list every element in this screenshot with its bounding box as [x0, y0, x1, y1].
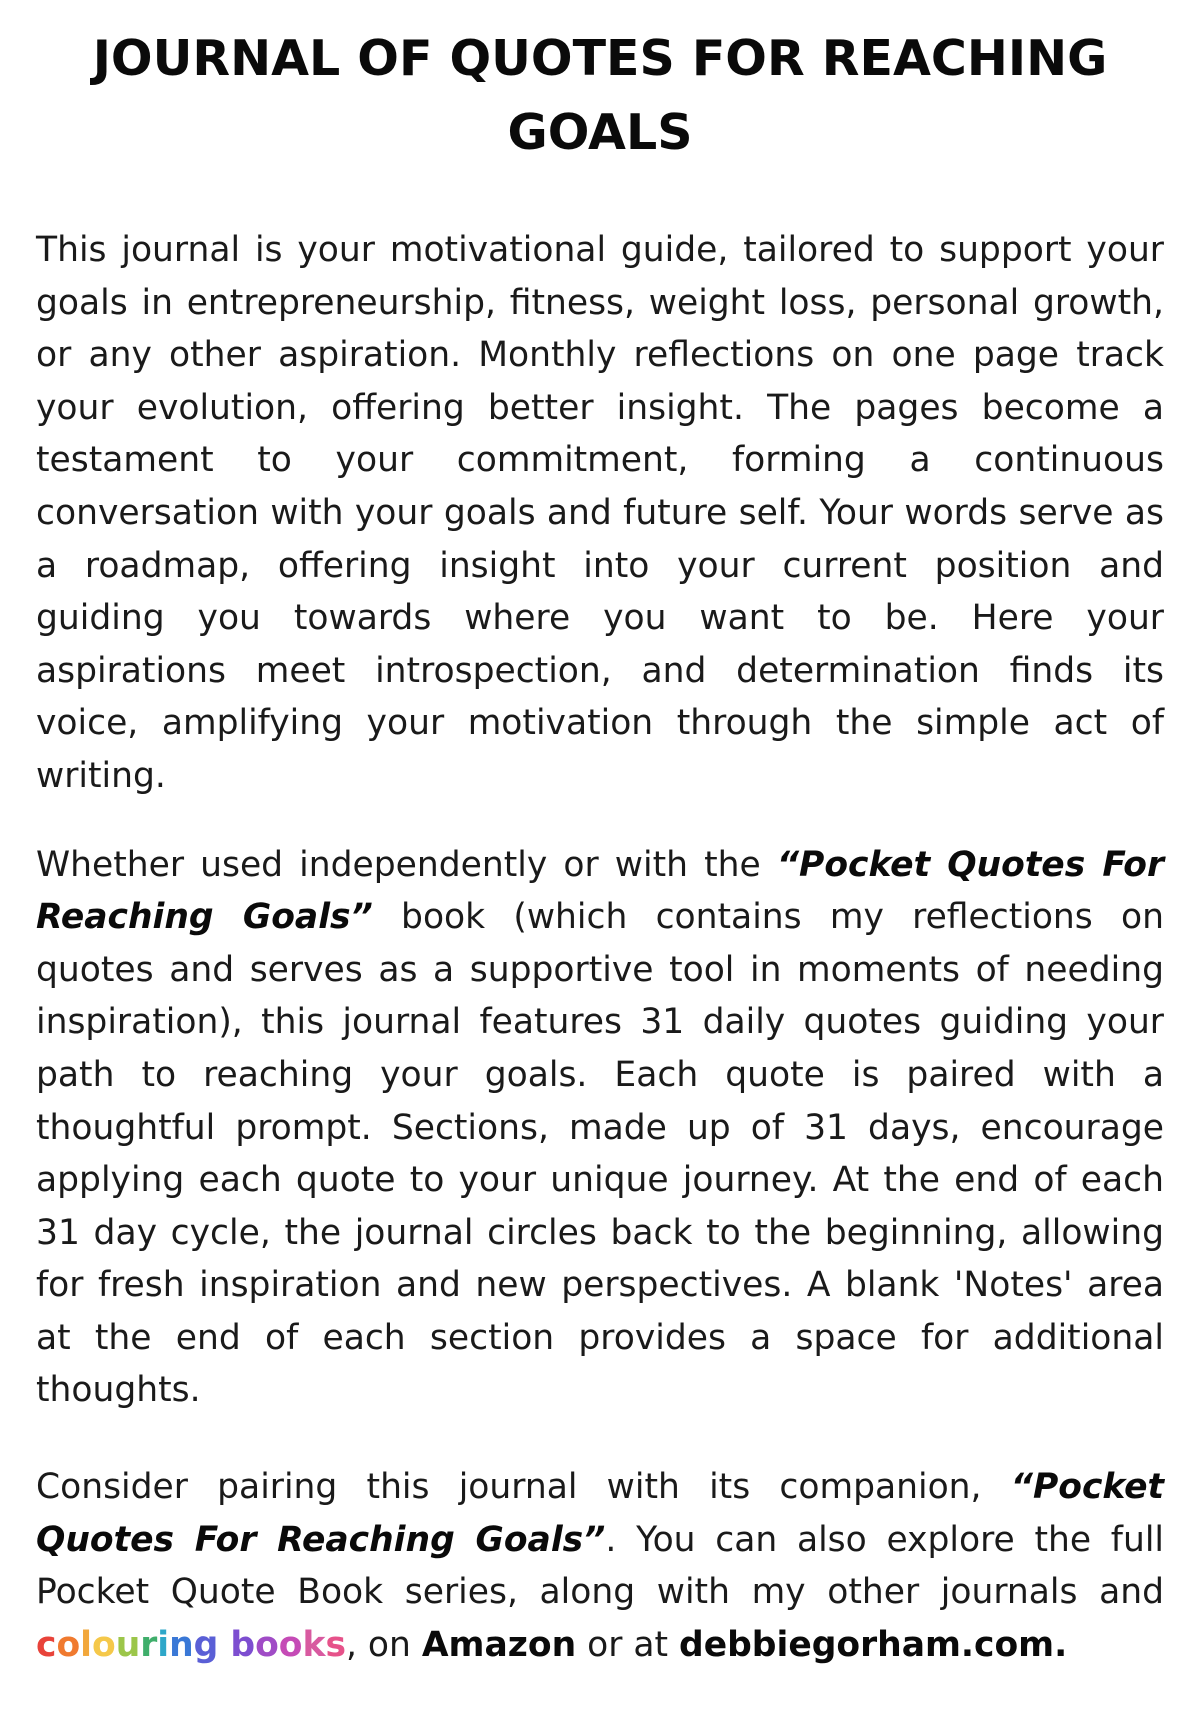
companion-book-title-2: “Pocket Quotes For Reaching Goals” [36, 1467, 1164, 1560]
colouring-books-letter: k [302, 1624, 326, 1665]
document-page [36, 22, 1164, 1671]
colouring-books-letter: u [115, 1624, 141, 1665]
colouring-books-letter: r [140, 1624, 158, 1665]
colouring-books-letter: i [157, 1624, 170, 1665]
colouring-books-letter: o [56, 1624, 81, 1665]
website-text: debbiegorham.com. [679, 1624, 1068, 1665]
or-at-text: or at [576, 1624, 680, 1665]
companion-text-middle: . You can also explore the full Pocket Quote Book series, along with my other journals and [36, 1519, 1164, 1613]
page-title: JOURNAL OF QUOTES FOR REACHING GOALS [92, 30, 1108, 161]
usage-text-before: Whether used independently or with the [36, 844, 777, 885]
amazon-text: Amazon [421, 1624, 577, 1665]
companion-text-before: Consider pairing this journal with its companion, [36, 1467, 1011, 1508]
intro-paragraph: This journal is your motivational guide, tailored to support your goals in entrepreneurship, fitness, weight loss, personal growth, or any other aspiration. Monthly reflections on one page track your evolution, offering better insight. The pages become a testament to your commitment, forming a continuous conversation with your goals and future self. Your words serve as a roadmap, offering insight into your current position and guiding you towards where you want to be. Here your aspirations meet introspection, and determination finds its voice, amplifying your motivation through the simple act of writing. [36, 230, 1164, 796]
colouring-books-letter: c [36, 1624, 57, 1665]
usage-paragraph [36, 839, 1164, 1418]
companion-book-title: “Pocket Quotes For Reaching Goals” [36, 844, 1164, 938]
colouring-books-letter: b [230, 1624, 256, 1665]
companion-paragraph [36, 1461, 1164, 1671]
on-text: , on [345, 1624, 422, 1665]
colouring-books-letter: g [193, 1624, 219, 1665]
colouring-books-letter: o [278, 1624, 303, 1665]
colouring-books-letter [218, 1625, 230, 1665]
colouring-books-letter: n [169, 1624, 194, 1665]
usage-text-after: book (which contains my reflections on quotes and serves as a supportive tool in moments of needing inspiration), this journal features 31 daily quotes guiding your path to reaching your goals. Each quote is paired with a thoughtful prompt. Sections, made up of 31 days, encourage applying each quote to your unique journey. At the end of each 31 day cycle, the journal circles back to the beginning, allowing for fresh inspiration and new perspectives. A blank 'Notes' area at the end of each section provides a space for additional thoughts. [36, 897, 1164, 1411]
colouring-books-text [36, 1625, 346, 1665]
colouring-books-letter: o [255, 1624, 279, 1665]
colouring-books-letter: s [325, 1624, 346, 1665]
colouring-books-letter: l [80, 1624, 92, 1665]
colouring-books-letter: o [91, 1624, 116, 1665]
